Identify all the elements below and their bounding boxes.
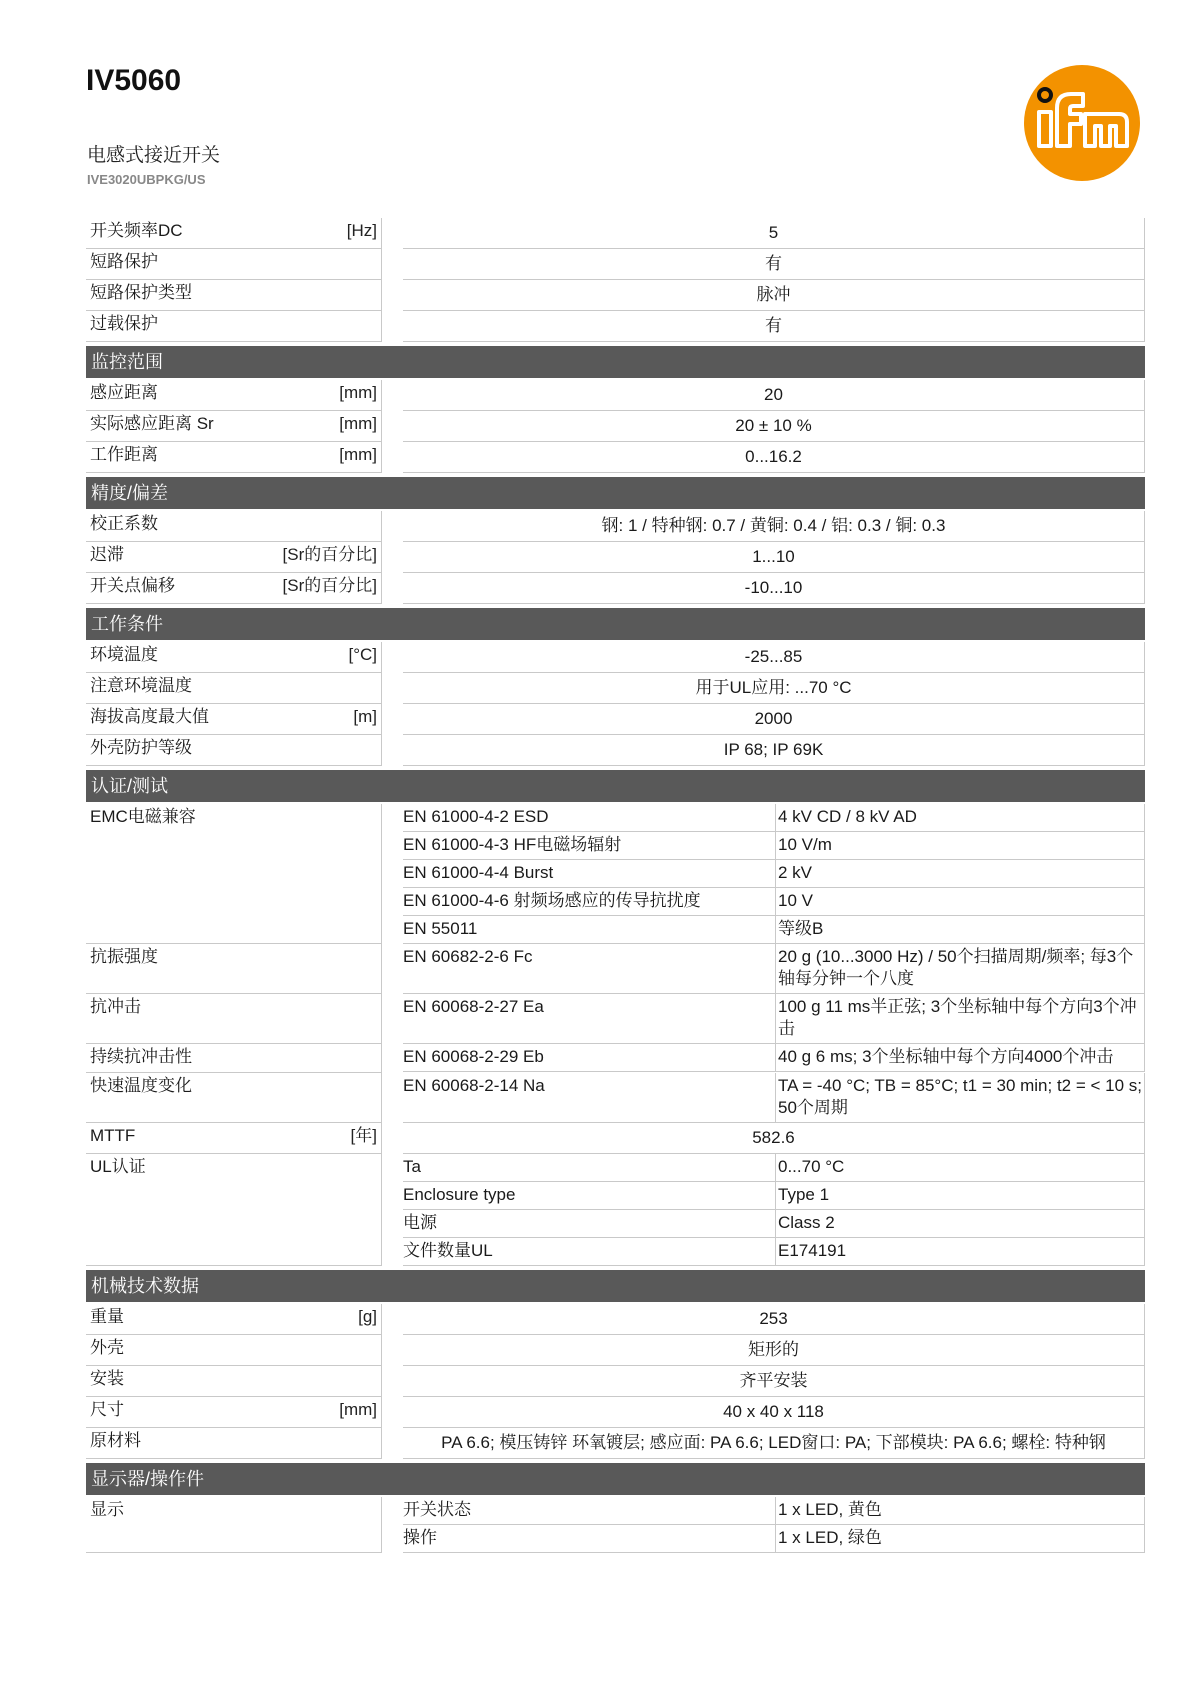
- spec-value: 脉冲: [403, 280, 1145, 311]
- spec-subtable: [403, 994, 1145, 1044]
- spec-label-cell: [86, 511, 382, 542]
- spec-label-cell: [86, 1073, 382, 1123]
- spec-label: 快速温度变化: [90, 1076, 192, 1095]
- spec-value: 1...10: [403, 542, 1145, 573]
- spec-table: [86, 218, 1145, 1553]
- spec-subkey: EN 60682-2-6 Fc: [403, 944, 776, 994]
- spec-row: [86, 1123, 1145, 1154]
- spec-gap: [382, 1428, 403, 1459]
- section-header: 工作条件: [86, 608, 1145, 640]
- spec-unit: [mm]: [339, 1400, 377, 1419]
- spec-subrow: [403, 860, 1145, 888]
- spec-label: 原材料: [90, 1431, 141, 1450]
- spec-row: [86, 1304, 1145, 1335]
- spec-label-cell: [86, 1123, 382, 1154]
- spec-subrow: [403, 994, 1145, 1044]
- spec-value: 0...16.2: [403, 442, 1145, 473]
- spec-subrow: [403, 1525, 1145, 1553]
- spec-label-cell: [86, 704, 382, 735]
- spec-subtable: [403, 1044, 1145, 1073]
- spec-label-cell: [86, 442, 382, 473]
- spec-row: [86, 642, 1145, 673]
- spec-subrow: [403, 1073, 1145, 1123]
- spec-subvalue: 10 V/m: [776, 832, 1145, 860]
- spec-row: [86, 573, 1145, 604]
- spec-label-cell: [86, 1428, 382, 1459]
- spec-label: 感应距离: [90, 383, 158, 402]
- spec-subvalue: 10 V: [776, 888, 1145, 916]
- spec-gap: [382, 1073, 403, 1123]
- spec-gap: [382, 442, 403, 473]
- spec-label: 抗振强度: [90, 947, 158, 966]
- spec-row: [86, 704, 1145, 735]
- spec-label: 注意环境温度: [90, 676, 192, 695]
- spec-subrow: [403, 1497, 1145, 1525]
- spec-label: 外壳防护等级: [90, 738, 192, 757]
- logo-text: ifm: [1082, 176, 1084, 177]
- spec-row: [86, 1497, 1145, 1553]
- spec-subrow: [403, 1044, 1145, 1072]
- spec-value: -25...85: [403, 642, 1145, 673]
- spec-subrow: [403, 1154, 1145, 1182]
- spec-row: [86, 994, 1145, 1044]
- spec-subrow: [403, 888, 1145, 916]
- spec-gap: [382, 994, 403, 1044]
- spec-gap: [382, 642, 403, 673]
- spec-label-cell: [86, 1397, 382, 1428]
- spec-gap: [382, 735, 403, 766]
- spec-subkey: EN 60068-2-14 Na: [403, 1073, 776, 1123]
- spec-label-cell: [86, 380, 382, 411]
- spec-label: 短路保护类型: [90, 283, 192, 302]
- product-subtitle: 电感式接近开关: [87, 145, 221, 166]
- spec-row: [86, 1335, 1145, 1366]
- spec-subvalue: 100 g 11 ms半正弦; 3个坐标轴中每个方向3个冲击: [776, 994, 1145, 1044]
- spec-gap: [382, 511, 403, 542]
- spec-gap: [382, 411, 403, 442]
- spec-label: 过载保护: [90, 314, 158, 333]
- spec-gap: [382, 673, 403, 704]
- spec-label: MTTF: [90, 1126, 136, 1145]
- spec-subvalue: 2 kV: [776, 860, 1145, 888]
- spec-row: [86, 311, 1145, 342]
- spec-label-cell: [86, 1366, 382, 1397]
- spec-label: 安装: [90, 1369, 124, 1388]
- spec-subrow: [403, 1182, 1145, 1210]
- section-header: 机械技术数据: [86, 1270, 1145, 1302]
- spec-gap: [382, 1497, 403, 1553]
- spec-subvalue: 40 g 6 ms; 3个坐标轴中每个方向4000个冲击: [776, 1044, 1145, 1072]
- spec-gap: [382, 542, 403, 573]
- spec-gap: [382, 704, 403, 735]
- spec-subrow: [403, 1238, 1145, 1266]
- spec-row: [86, 280, 1145, 311]
- spec-label: 校正系数: [90, 514, 158, 533]
- spec-subkey: 开关状态: [403, 1497, 776, 1525]
- spec-label-cell: [86, 642, 382, 673]
- spec-unit: [mm]: [339, 414, 377, 433]
- spec-value: 253: [403, 1304, 1145, 1335]
- spec-value: 2000: [403, 704, 1145, 735]
- spec-gap: [382, 1304, 403, 1335]
- spec-gap: [382, 218, 403, 249]
- spec-unit: [Sr的百分比]: [282, 576, 377, 595]
- spec-subkey: 电源: [403, 1210, 776, 1238]
- spec-row: [86, 542, 1145, 573]
- spec-value: 582.6: [403, 1123, 1145, 1154]
- spec-label: 短路保护: [90, 252, 158, 271]
- spec-unit: [m]: [353, 707, 377, 726]
- spec-unit: [Hz]: [346, 221, 377, 240]
- spec-subrow: [403, 944, 1145, 994]
- spec-row: [86, 411, 1145, 442]
- spec-subkey: EN 61000-4-4 Burst: [403, 860, 776, 888]
- spec-label-cell: [86, 411, 382, 442]
- spec-row: [86, 1366, 1145, 1397]
- spec-label: 实际感应距离 Sr: [90, 414, 214, 433]
- spec-gap: [382, 573, 403, 604]
- spec-label-cell: [86, 944, 382, 994]
- spec-subvalue: 等级B: [776, 916, 1145, 944]
- spec-subtable: [403, 944, 1145, 994]
- spec-value: 齐平安装: [403, 1366, 1145, 1397]
- spec-subrow: [403, 832, 1145, 860]
- spec-subvalue: 1 x LED, 黄色: [776, 1497, 1145, 1525]
- spec-label-cell: [86, 218, 382, 249]
- spec-label-cell: [86, 994, 382, 1044]
- spec-label: 开关频率DC: [90, 221, 183, 240]
- spec-row: [86, 511, 1145, 542]
- spec-subvalue: 0...70 °C: [776, 1154, 1145, 1182]
- spec-unit: [mm]: [339, 445, 377, 464]
- spec-gap: [382, 804, 403, 944]
- spec-row: [86, 1397, 1145, 1428]
- spec-subvalue: Type 1: [776, 1182, 1145, 1210]
- spec-label: UL认证: [90, 1157, 146, 1176]
- spec-subkey: Ta: [403, 1154, 776, 1182]
- spec-label: 海拔高度最大值: [90, 707, 209, 726]
- spec-subkey: EN 60068-2-27 Ea: [403, 994, 776, 1044]
- spec-subkey: EN 61000-4-2 ESD: [403, 804, 776, 832]
- spec-row: [86, 442, 1145, 473]
- spec-gap: [382, 380, 403, 411]
- spec-row: [86, 218, 1145, 249]
- spec-label-cell: [86, 542, 382, 573]
- spec-unit: [mm]: [339, 383, 377, 402]
- spec-label: EMC电磁兼容: [90, 807, 196, 826]
- section-header: 监控范围: [86, 346, 1145, 378]
- spec-subtable: [403, 1154, 1145, 1266]
- spec-value: 20 ± 10 %: [403, 411, 1145, 442]
- spec-row: [86, 1073, 1145, 1123]
- spec-subtable: [403, 1497, 1145, 1553]
- spec-row: [86, 1428, 1145, 1459]
- spec-unit: [g]: [358, 1307, 377, 1326]
- spec-value: 5: [403, 218, 1145, 249]
- spec-label-cell: [86, 573, 382, 604]
- spec-label-cell: [86, 1044, 382, 1073]
- spec-label: 开关点偏移: [90, 576, 175, 595]
- spec-row: [86, 1154, 1145, 1266]
- spec-subrow: [403, 916, 1145, 944]
- spec-row: [86, 1044, 1145, 1073]
- spec-label-cell: [86, 735, 382, 766]
- spec-unit: [Sr的百分比]: [282, 545, 377, 564]
- spec-subvalue: TA = -40 °C; TB = 85°C; t1 = 30 min; t2 = < 10 s; 50个周期: [776, 1073, 1145, 1123]
- spec-row: [86, 944, 1145, 994]
- spec-subrow: [403, 1210, 1145, 1238]
- spec-value: 有: [403, 249, 1145, 280]
- spec-subtable: [403, 1073, 1145, 1123]
- spec-label-cell: [86, 311, 382, 342]
- ifm-logo: [1023, 64, 1141, 182]
- spec-label: 环境温度: [90, 645, 158, 664]
- spec-row: [86, 804, 1145, 944]
- spec-label: 重量: [90, 1307, 124, 1326]
- spec-value: PA 6.6; 模压铸锌 环氧镀层; 感应面: PA 6.6; LED窗口: PA; 下部模块: PA 6.6; 螺栓: 特种钢: [403, 1428, 1145, 1459]
- spec-row: [86, 735, 1145, 766]
- spec-label-cell: [86, 280, 382, 311]
- spec-subvalue: 20 g (10...3000 Hz) / 50个扫描周期/频率; 每3个轴每分钟一个八度: [776, 944, 1145, 994]
- spec-gap: [382, 1335, 403, 1366]
- spec-value: -10...10: [403, 573, 1145, 604]
- spec-subrow: [403, 804, 1145, 832]
- spec-unit: [年]: [350, 1126, 377, 1145]
- spec-label: 迟滞: [90, 545, 124, 564]
- spec-label: 显示: [90, 1500, 124, 1519]
- spec-value: 钢: 1 / 特种钢: 0.7 / 黄铜: 0.4 / 铝: 0.3 / 铜: 0.3: [403, 511, 1145, 542]
- spec-label: 抗冲击: [90, 997, 141, 1016]
- spec-label-cell: [86, 1154, 382, 1266]
- spec-subkey: 操作: [403, 1525, 776, 1553]
- spec-value: 有: [403, 311, 1145, 342]
- spec-subkey: EN 60068-2-29 Eb: [403, 1044, 776, 1072]
- spec-row: [86, 380, 1145, 411]
- spec-subkey: EN 55011: [403, 916, 776, 944]
- spec-label-cell: [86, 1304, 382, 1335]
- spec-value: IP 68; IP 69K: [403, 735, 1145, 766]
- spec-label-cell: [86, 1335, 382, 1366]
- spec-gap: [382, 1044, 403, 1073]
- spec-gap: [382, 1123, 403, 1154]
- spec-value: 用于UL应用: ...70 °C: [403, 673, 1145, 704]
- spec-label-cell: [86, 1497, 382, 1553]
- spec-value: 20: [403, 380, 1145, 411]
- product-title: IV5060: [86, 64, 182, 97]
- spec-label: 工作距离: [90, 445, 158, 464]
- section-header: 精度/偏差: [86, 477, 1145, 509]
- spec-label-cell: [86, 249, 382, 280]
- spec-unit: [°C]: [348, 645, 377, 664]
- spec-value: 矩形的: [403, 1335, 1145, 1366]
- spec-label: 尺寸: [90, 1400, 124, 1419]
- spec-row: [86, 673, 1145, 704]
- spec-subvalue: Class 2: [776, 1210, 1145, 1238]
- spec-label: 持续抗冲击性: [90, 1047, 192, 1066]
- spec-gap: [382, 1154, 403, 1266]
- spec-subkey: EN 61000-4-6 射频场感应的传导抗扰度: [403, 888, 776, 916]
- spec-row: [86, 249, 1145, 280]
- spec-gap: [382, 1397, 403, 1428]
- spec-gap: [382, 944, 403, 994]
- spec-subtable: [403, 804, 1145, 944]
- spec-label-cell: [86, 673, 382, 704]
- spec-value: 40 x 40 x 118: [403, 1397, 1145, 1428]
- spec-gap: [382, 249, 403, 280]
- spec-subkey: 文件数量UL: [403, 1238, 776, 1266]
- spec-subkey: EN 61000-4-3 HF电磁场辐射: [403, 832, 776, 860]
- spec-subkey: Enclosure type: [403, 1182, 776, 1210]
- spec-gap: [382, 1366, 403, 1397]
- section-header: 显示器/操作件: [86, 1463, 1145, 1495]
- product-code: IVE3020UBPKG/US: [87, 172, 206, 187]
- spec-label: 外壳: [90, 1338, 124, 1357]
- spec-gap: [382, 280, 403, 311]
- spec-subvalue: 1 x LED, 绿色: [776, 1525, 1145, 1553]
- section-header: 认证/测试: [86, 770, 1145, 802]
- spec-subvalue: 4 kV CD / 8 kV AD: [776, 804, 1145, 832]
- spec-gap: [382, 311, 403, 342]
- spec-subvalue: E174191: [776, 1238, 1145, 1266]
- spec-label-cell: [86, 804, 382, 944]
